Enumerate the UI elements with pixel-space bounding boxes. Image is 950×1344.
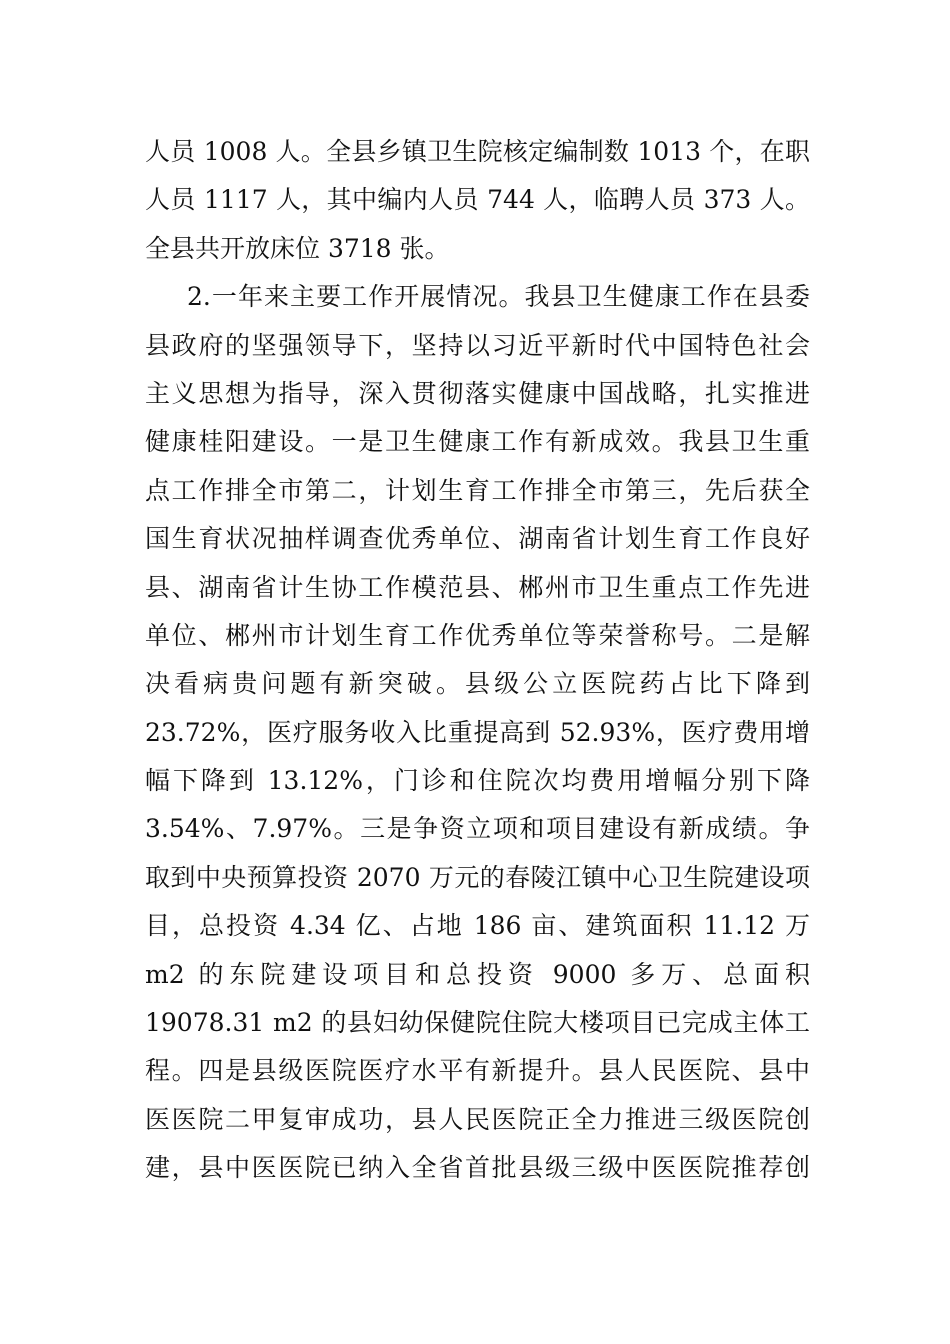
text-line: 主义思想为指导，深入贯彻落实健康中国战略，扎实推进 [145,378,810,408]
text-line: 单位、郴州市计划生育工作优秀单位等荣誉称号。二是解 [145,620,810,650]
text-line: 2.一年来主要工作开展情况。我县卫生健康工作在县委 [187,282,810,312]
text-line: 目，总投资 4.34 亿、占地 186 亩、建筑面积 11.12 万 [145,911,810,941]
text-line: 人员 1117 人，其中编内人员 744 人，临聘人员 373 人。 [145,185,810,215]
text-line: 医医院二甲复审成功，县人民医院正全力推进三级医院创 [145,1104,810,1134]
text-line: 人员 1008 人。全县乡镇卫生院核定编制数 1013 个，在职 [145,137,810,166]
body-text [145,128,810,1193]
text-line: 程。四是县级医院医疗水平有新提升。县人民医院、县中 [145,1056,810,1086]
text-line: 县政府的坚强领导下，坚持以习近平新时代中国特色社会 [145,330,810,360]
text-line: 23.72%，医疗服务收入比重提高到 52.93%，医疗费用增 [145,717,810,747]
text-line: 国生育状况抽样调查优秀单位、湖南省计划生育工作良好 [145,524,810,554]
text-line: 取到中央预算投资 2070 万元的春陵江镇中心卫生院建设项 [145,862,810,892]
text-line: 点工作排全市第二，计划生育工作排全市第三，先后获全 [145,475,810,505]
text-line: 全县共开放床位 3718 张。 [145,233,450,263]
text-line: 幅下降到 13.12%，门诊和住院次均费用增幅分别下降 [145,766,810,796]
text-line: 决看病贵问题有新突破。县级公立医院药占比下降到 [145,669,810,699]
text-line: 3.54%、7.97%。三是争资立项和项目建设有新成绩。争 [145,814,810,844]
text-line: 县、湖南省计生协工作模范县、郴州市卫生重点工作先进 [145,572,810,602]
text-line: 19078.31 m2 的县妇幼保健院住院大楼项目已完成主体工 [145,1008,810,1038]
text-line: m2 的东院建设项目和总投资 9000 多万、总面积 [145,959,810,989]
text-line: 健康桂阳建设。一是卫生健康工作有新成效。我县卫生重 [145,427,810,457]
text-line: 建，县中医医院已纳入全省首批县级三级中医医院推荐创 [145,1153,810,1183]
